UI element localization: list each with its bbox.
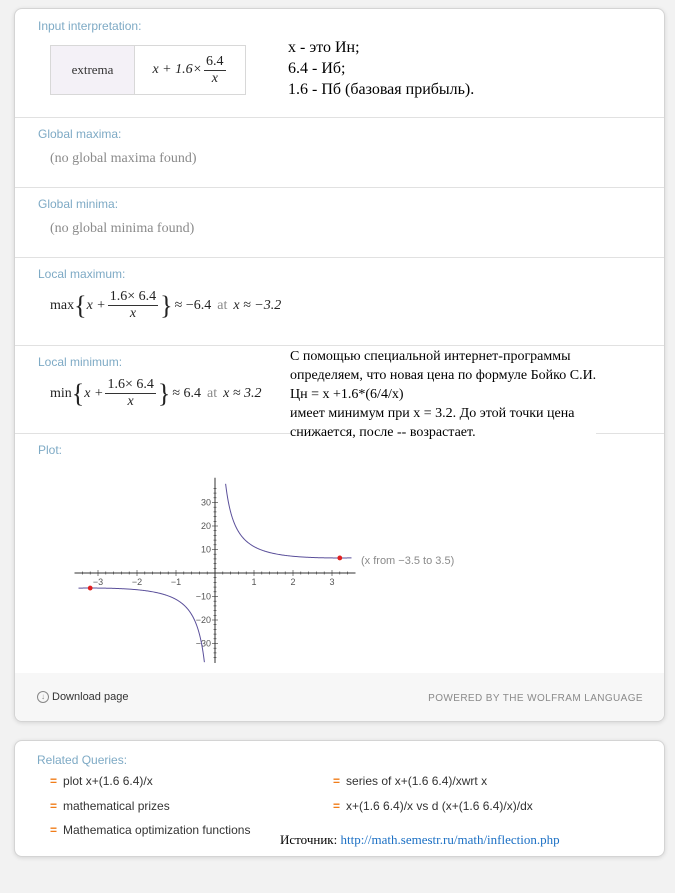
- at-label: at: [207, 385, 218, 401]
- x-tick-label: 2: [290, 577, 296, 587]
- min-operator: min: [50, 385, 72, 401]
- inner-expression: x +: [84, 385, 104, 401]
- fraction-numerator: 1.6× 6.4: [109, 289, 157, 304]
- annotation-line: 6.4 - Иб;: [288, 60, 346, 77]
- min-fraction: [105, 377, 155, 410]
- y-tick-label: −20: [195, 615, 211, 625]
- input-keyword: extrema: [71, 62, 114, 77]
- related-query[interactable]: [50, 799, 170, 813]
- curve-positive: [226, 484, 352, 558]
- max-value: ≈ −6.4: [174, 297, 212, 313]
- open-brace: {: [74, 290, 87, 320]
- plot-pod: [15, 433, 664, 674]
- max-fraction: [108, 289, 158, 322]
- function-plot: [45, 463, 365, 663]
- min-location: x ≈ 3.2: [223, 385, 262, 401]
- y-tick-label: 10: [200, 544, 211, 555]
- equals-icon: =: [333, 774, 341, 788]
- fraction-denominator: x: [129, 306, 137, 321]
- inner-expression: x +: [86, 297, 106, 313]
- min-value: ≈ 6.4: [172, 385, 202, 401]
- x-tick-label: −1: [170, 577, 182, 587]
- y-tick-label: −30: [195, 638, 211, 649]
- fraction-numerator: 6.4: [206, 53, 224, 69]
- fraction-numerator: 1.6× 6.4: [107, 377, 154, 392]
- input-left-cell: [51, 46, 135, 94]
- y-tick-label: 20: [200, 521, 211, 531]
- related-query[interactable]: [50, 774, 153, 788]
- related-query-label: mathematical prizes: [63, 799, 170, 813]
- input-right-cell: [135, 46, 245, 94]
- max-operator: max: [50, 297, 75, 313]
- related-queries-card: [14, 740, 665, 857]
- annotation-line: определяем, что новая цена по формуле Бойко С.И.: [290, 368, 597, 383]
- source-link[interactable]: http://math.semestr.ru/math/inflection.php: [340, 832, 560, 847]
- related-query-label: plot x+(1.6 6.4)/x: [63, 774, 153, 788]
- annotation-variables: [288, 37, 474, 100]
- related-query[interactable]: [333, 774, 487, 788]
- annotation-line: С помощью специальной интернет-программы: [290, 349, 571, 364]
- equals-icon: =: [50, 799, 58, 813]
- pod-title: Local minimum:: [38, 355, 123, 369]
- related-query-label: x+(1.6 6.4)/x vs d (x+(1.6 6.4)/x)/dx: [346, 799, 533, 813]
- powered-by-label: POWERED BY THE WOLFRAM LANGUAGE: [428, 693, 643, 704]
- download-label: Download page: [52, 691, 129, 703]
- close-brace: }: [160, 290, 173, 320]
- at-label: at: [217, 297, 228, 313]
- equals-icon: =: [50, 823, 58, 837]
- related-query[interactable]: [50, 823, 250, 837]
- local-minimum-result: [50, 377, 262, 410]
- annotation-line: Цн = x +1.6*(6/4/x): [290, 387, 404, 402]
- close-brace: }: [157, 378, 171, 408]
- x-tick-label: −2: [131, 577, 143, 587]
- plot-range-label: (x from −3.5 to 3.5): [361, 555, 455, 567]
- global-maxima-pod: [15, 117, 664, 188]
- related-query[interactable]: [333, 799, 533, 813]
- annotation-line: 1.6 - Пб (базовая прибыль).: [288, 81, 475, 98]
- local-maximum-result: [50, 289, 281, 322]
- source-citation: [280, 832, 560, 848]
- download-page-link[interactable]: [37, 691, 128, 703]
- related-query-label: Mathematica optimization functions: [63, 823, 251, 837]
- pod-title: Plot:: [38, 443, 63, 457]
- input-expression: x + 1.6×: [152, 62, 203, 77]
- local-maximum-pod: [15, 257, 664, 346]
- fraction-denominator: x: [127, 394, 134, 409]
- source-label: Источник:: [280, 832, 338, 847]
- pod-title: Global maxima:: [38, 127, 122, 141]
- max-location: x ≈ −3.2: [233, 297, 282, 313]
- equals-icon: =: [333, 799, 341, 813]
- global-minima-result: (no global minima found): [50, 221, 195, 236]
- curve-negative: [79, 588, 205, 662]
- global-maxima-result: (no global maxima found): [50, 151, 197, 166]
- extremum-point: [337, 556, 342, 561]
- pod-title: Input interpretation:: [38, 19, 142, 33]
- fraction-denominator: x: [211, 70, 218, 86]
- results-footer: [15, 673, 664, 721]
- annotation-line: x - это Ин;: [288, 39, 360, 56]
- equals-icon: =: [50, 774, 58, 788]
- annotation-line: снижается, после -- возрастает.: [290, 425, 476, 440]
- related-query-label: series of x+(1.6 6.4)/xwrt x: [346, 774, 488, 788]
- input-table: [50, 45, 246, 95]
- annotation-explanation: [290, 347, 596, 442]
- x-tick-label: −3: [92, 577, 104, 587]
- input-fraction: [204, 54, 226, 87]
- pod-title: Local maximum:: [38, 267, 126, 281]
- related-queries-title: Related Queries:: [37, 753, 128, 767]
- extremum-point: [88, 586, 93, 591]
- y-tick-label: 30: [200, 497, 211, 508]
- download-icon: ↓: [37, 691, 49, 703]
- open-brace: {: [71, 378, 85, 408]
- annotation-line: имеет минимум при x = 3.2. До этой точки цена: [290, 406, 575, 421]
- x-tick-label: 1: [251, 577, 257, 587]
- x-tick-label: 3: [329, 577, 335, 587]
- global-minima-pod: [15, 187, 664, 258]
- y-tick-label: −10: [195, 591, 211, 602]
- pod-title: Global minima:: [38, 197, 119, 211]
